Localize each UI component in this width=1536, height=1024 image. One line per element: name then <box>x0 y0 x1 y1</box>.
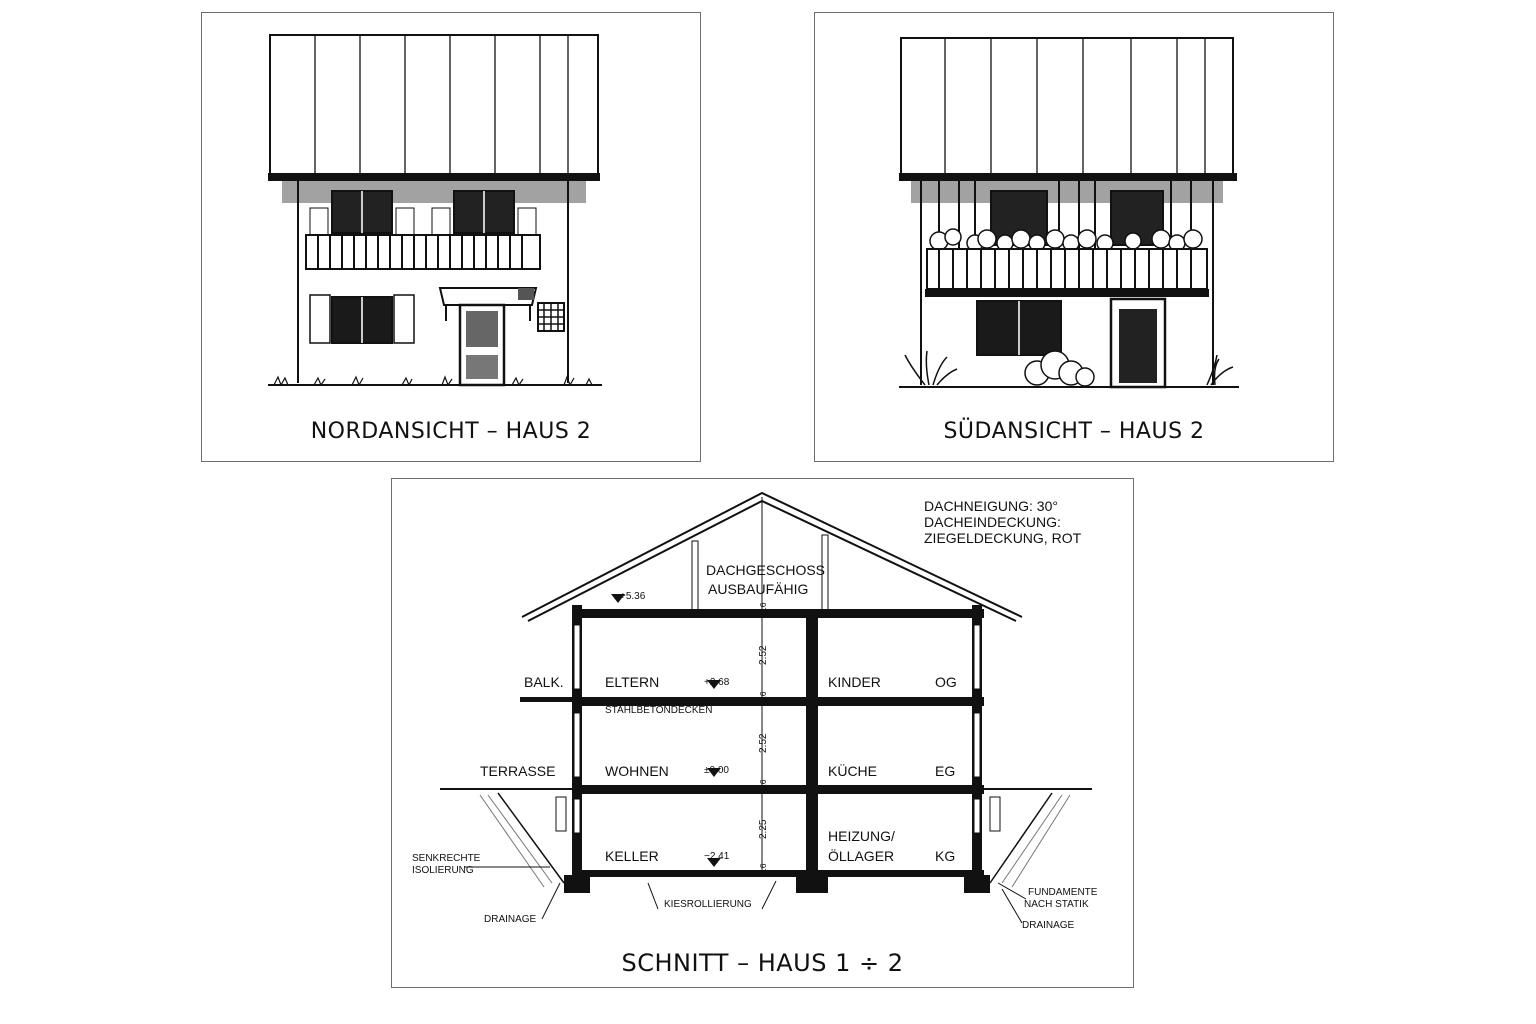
floor-kg: KG <box>935 848 956 864</box>
room-kinder: KINDER <box>828 674 881 690</box>
level-eg: ±0.00 <box>704 765 729 776</box>
section-panel <box>391 478 1134 988</box>
south-elevation-panel <box>814 12 1334 462</box>
north-elevation-drawing <box>202 13 702 463</box>
north-elevation-panel <box>201 12 701 462</box>
note-kiesrollierung: KIESROLLIERUNG <box>664 899 752 910</box>
note-fundamente-line-1: FUNDAMENTE <box>1028 887 1098 898</box>
room-heizung-line-2: ÖLLAGER <box>828 848 895 864</box>
room-wohnen: WOHNEN <box>605 763 669 779</box>
section-caption: SCHNITT – HAUS 1 ÷ 2 <box>621 949 904 977</box>
roof-note-line-3: ZIEGELDECKUNG, ROT <box>924 530 1082 546</box>
attic-label-line-2: AUSBAUFÄHIG <box>708 581 809 597</box>
slab-thickness-1: 16 <box>758 602 768 612</box>
attic-label-line-1: DACHGESCHOSS <box>706 562 826 578</box>
note-isolierung-line-1: SENKRECHTE <box>412 853 481 864</box>
height-kg: 2.25 <box>758 819 769 839</box>
room-eltern: ELTERN <box>605 674 660 690</box>
room-kueche: KÜCHE <box>828 763 878 779</box>
level-roof: +5.36 <box>620 591 646 602</box>
height-og: 2.52 <box>758 645 769 665</box>
note-drainage-right: DRAINAGE <box>1022 920 1075 931</box>
south-caption: SÜDANSICHT – HAUS 2 <box>943 419 1205 444</box>
room-keller: KELLER <box>605 848 659 864</box>
roof-note-line-2: DACHEINDECKUNG: <box>924 514 1061 530</box>
section-drawing <box>392 479 1135 989</box>
slab-thickness-4: 16 <box>758 863 768 873</box>
note-drainage-left: DRAINAGE <box>484 914 537 925</box>
roof-note-line-1: DACHNEIGUNG: 30° <box>924 498 1058 514</box>
slab-thickness-3: 16 <box>758 779 768 789</box>
floor-eg: EG <box>935 763 956 779</box>
room-terrasse: TERRASSE <box>480 763 556 779</box>
note-fundamente-line-2: NACH STATIK <box>1024 899 1089 910</box>
room-heizung-line-1: HEIZUNG/ <box>828 828 895 844</box>
floor-og: OG <box>935 674 957 690</box>
height-eg: 2.52 <box>758 733 769 753</box>
north-caption: NORDANSICHT – HAUS 2 <box>310 419 592 444</box>
south-elevation-drawing <box>815 13 1335 463</box>
slab-thickness-2: 16 <box>758 691 768 701</box>
note-isolierung-line-2: ISOLIERUNG <box>412 865 474 876</box>
level-og: +2.68 <box>704 677 730 688</box>
note-stahlbeton: STAHLBETONDECKEN <box>605 705 713 716</box>
room-balk: BALK. <box>524 674 564 690</box>
level-kg: −2.41 <box>704 851 730 862</box>
